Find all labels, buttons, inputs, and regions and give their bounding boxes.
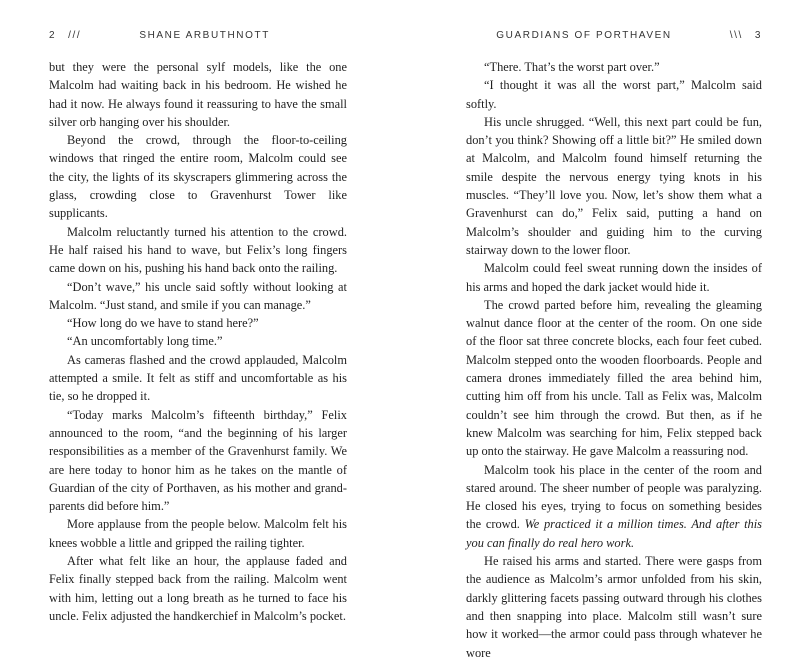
paragraph: “Don’t wave,” his uncle said softly without looking at Malcolm. “Just stand, and smile if you can manage.”	[49, 279, 347, 312]
left-running-header	[49, 30, 270, 41]
paragraph-text: Malcolm took his place in the center of the room and stared around. The sheer number of people was paralyzing. He closed his eyes, trying to focus on something besides the crowd.	[466, 462, 762, 532]
paragraph: “Today marks Malcolm’s fifteenth birthday,” Felix announced to the room, “and the beginning of his larger responsibilities as a member of the Gravenhurst family. We are here today to honor him as he takes on the mantle of Guardian of the city of Porthaven, as his mother and grand-parents did before him.”	[49, 407, 347, 514]
paragraph: Malcolm could feel sweat running down the insides of his arms and hoped the dark jacket would hide it.	[466, 261, 762, 294]
right-running-header	[496, 30, 762, 41]
paragraph	[466, 461, 762, 552]
right-page-number: 3	[754, 30, 762, 41]
paragraph: More applause from the people below. Malcolm felt his knees wobble a little and gripped the railing tighter.	[49, 517, 347, 550]
paragraph: Malcolm reluctantly turned his attention to the crowd. He half raised his hand to wave, but Felix’s long fingers came down on his, pushing his hand back onto the railing.	[49, 224, 347, 276]
paragraph: The crowd parted before him, revealing the gleaming walnut dance floor at the center of the room. On one side of the floor sat three concrete blocks, each four feet cubed. Malcolm stepped onto the wooden floorboards. People and camera drones immediately filled the area behind him, cutting him off from his uncle. Tall as Felix was, Malcolm couldn’t see him through the crowd. But then, as if he knew Malcolm was searching for him, Felix stepped back up onto the stairway. He gave Malcolm a reassuring nod.	[466, 297, 762, 459]
paragraph: Beyond the crowd, through the floor-to-ceiling windows that ringed the entire room, Malcolm could see the city, the lights of its skyscrapers glimmering across the glass, crowding close to Gravenhurst Tower like supplicants.	[49, 133, 347, 221]
italic-thought: We practiced it a million times. And after this you can finally do real hero work.	[466, 517, 762, 550]
paragraph: but they were the personal sylf models, like the one Malcolm had waiting back in his bedroom. He wished he had it now. He always found it reassuring to have the small silver orb hanging over his shoulder.	[49, 60, 347, 129]
book-title: GUARDIANS OF PORTHAVEN	[496, 30, 672, 41]
paragraph: As cameras flashed and the crowd applauded, Malcolm attempted a smile. It felt as stiff and uncomfortable as his tie, so he dropped it.	[49, 352, 347, 404]
author-name: SHANE ARBUTHNOTT	[139, 30, 270, 41]
left-page-number: 2	[49, 30, 57, 41]
paragraph: “How long do we have to stand here?”	[67, 316, 259, 331]
paragraph: “There. That’s the worst part over.”	[484, 60, 660, 74]
paragraph: He raised his arms and started. There were gasps from the audience as Malcolm’s armor unfolded from his skin, darkly glittering facets passing outward through his clothes and then snapping into place. Malcolm still wasn’t sure how it worked—the armor could pass through whatever he wore	[466, 554, 762, 660]
left-page-text	[49, 58, 347, 625]
paragraph: His uncle shrugged. “Well, this next part could be fun, don’t you think? Showing off a little bit?” He smiled down at Malcolm, and Malcolm found himself returning the smile despite the nervous energy tying knots in his muscles. “They’ll love you. Now, let’s show them what a Gravenhurst can do,” Felix said, putting a hand on Malcolm’s shoulder and guiding him to the curving stairway down to the lower floor.	[466, 114, 762, 257]
right-page-text	[466, 58, 762, 662]
paragraph: After what felt like an hour, the applause faded and Felix finally stepped back from the railing. Malcolm went with him, letting out a long breath as he turned to face his uncle. Felix adjusted the handkerchief in Malcolm’s pocket.	[49, 554, 347, 623]
paragraph: “I thought it was all the worst part,” Malcolm said softly.	[466, 78, 762, 111]
right-header-ornament: \\\	[729, 30, 743, 41]
left-header-ornament: ///	[68, 30, 82, 41]
paragraph: “An uncomfortably long time.”	[67, 334, 223, 349]
